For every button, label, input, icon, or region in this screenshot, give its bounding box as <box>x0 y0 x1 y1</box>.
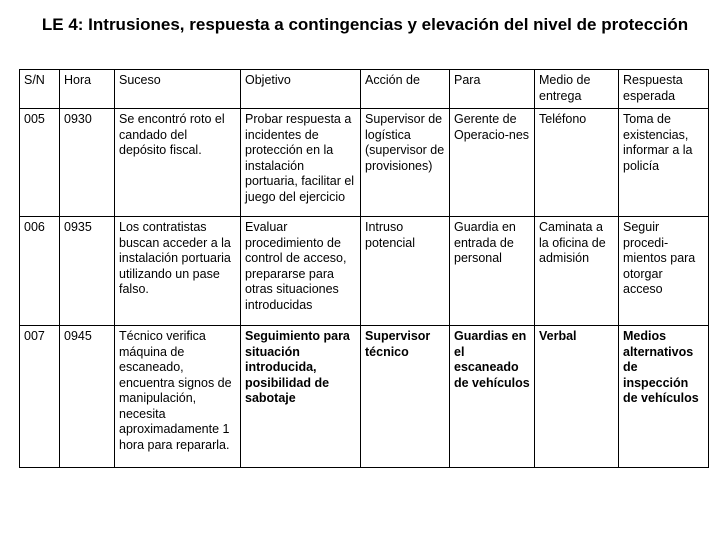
header-objetivo: Objetivo <box>241 70 361 109</box>
cell-medio: Verbal <box>535 326 619 468</box>
cell-suceso: Se encontró roto el candado del depósito fiscal. <box>115 109 241 217</box>
cell-sn: 005 <box>20 109 60 217</box>
table-row <box>20 326 709 468</box>
cell-sn: 007 <box>20 326 60 468</box>
cell-para: Guardia en entrada de personal <box>450 217 535 326</box>
cell-respuesta: Toma de existencias, informar a la policía <box>619 109 709 217</box>
header-sn: S/N <box>20 70 60 109</box>
cell-respuesta: Medios alternativos de inspección de vehículos <box>619 326 709 468</box>
cell-hora: 0930 <box>60 109 115 217</box>
cell-medio: Teléfono <box>535 109 619 217</box>
cell-accion: Supervisor de logística (supervisor de provisiones) <box>361 109 450 217</box>
header-hora: Hora <box>60 70 115 109</box>
table-header-row <box>20 70 709 109</box>
cell-para: Guardias en el escaneado de vehículos <box>450 326 535 468</box>
cell-para: Gerente de Operacio-nes <box>450 109 535 217</box>
cell-objetivo: Evaluar procedimiento de control de acceso, prepararse para otras situaciones introducidas <box>241 217 361 326</box>
table-row <box>20 109 709 217</box>
cell-objetivo: Seguimiento para situación introducida, posibilidad de sabotaje <box>241 326 361 468</box>
page-title: LE 4: Intrusiones, respuesta a contingencias y elevación del nivel de protección <box>41 15 689 34</box>
cell-hora: 0945 <box>60 326 115 468</box>
exercise-table <box>19 69 709 468</box>
cell-respuesta: Seguir procedi-mientos para otorgar acceso <box>619 217 709 326</box>
header-suceso: Suceso <box>115 70 241 109</box>
cell-accion: Supervisor técnico <box>361 326 450 468</box>
cell-accion: Intruso potencial <box>361 217 450 326</box>
cell-suceso: Los contratistas buscan acceder a la instalación portuaria utilizando un pase falso. <box>115 217 241 326</box>
table-row <box>20 217 709 326</box>
cell-suceso: Técnico verifica máquina de escaneado, encuentra signos de manipulación, necesita aproximadamente 1 hora para repararla. <box>115 326 241 468</box>
cell-objetivo: Probar respuesta a incidentes de protección en la instalación portuaria, facilitar el juego del ejercicio <box>241 109 361 217</box>
header-medio: Medio de entrega <box>535 70 619 109</box>
cell-hora: 0935 <box>60 217 115 326</box>
header-accion: Acción de <box>361 70 450 109</box>
cell-medio: Caminata a la oficina de admisión <box>535 217 619 326</box>
cell-sn: 006 <box>20 217 60 326</box>
header-respuesta: Respuesta esperada <box>619 70 709 109</box>
header-para: Para <box>450 70 535 109</box>
